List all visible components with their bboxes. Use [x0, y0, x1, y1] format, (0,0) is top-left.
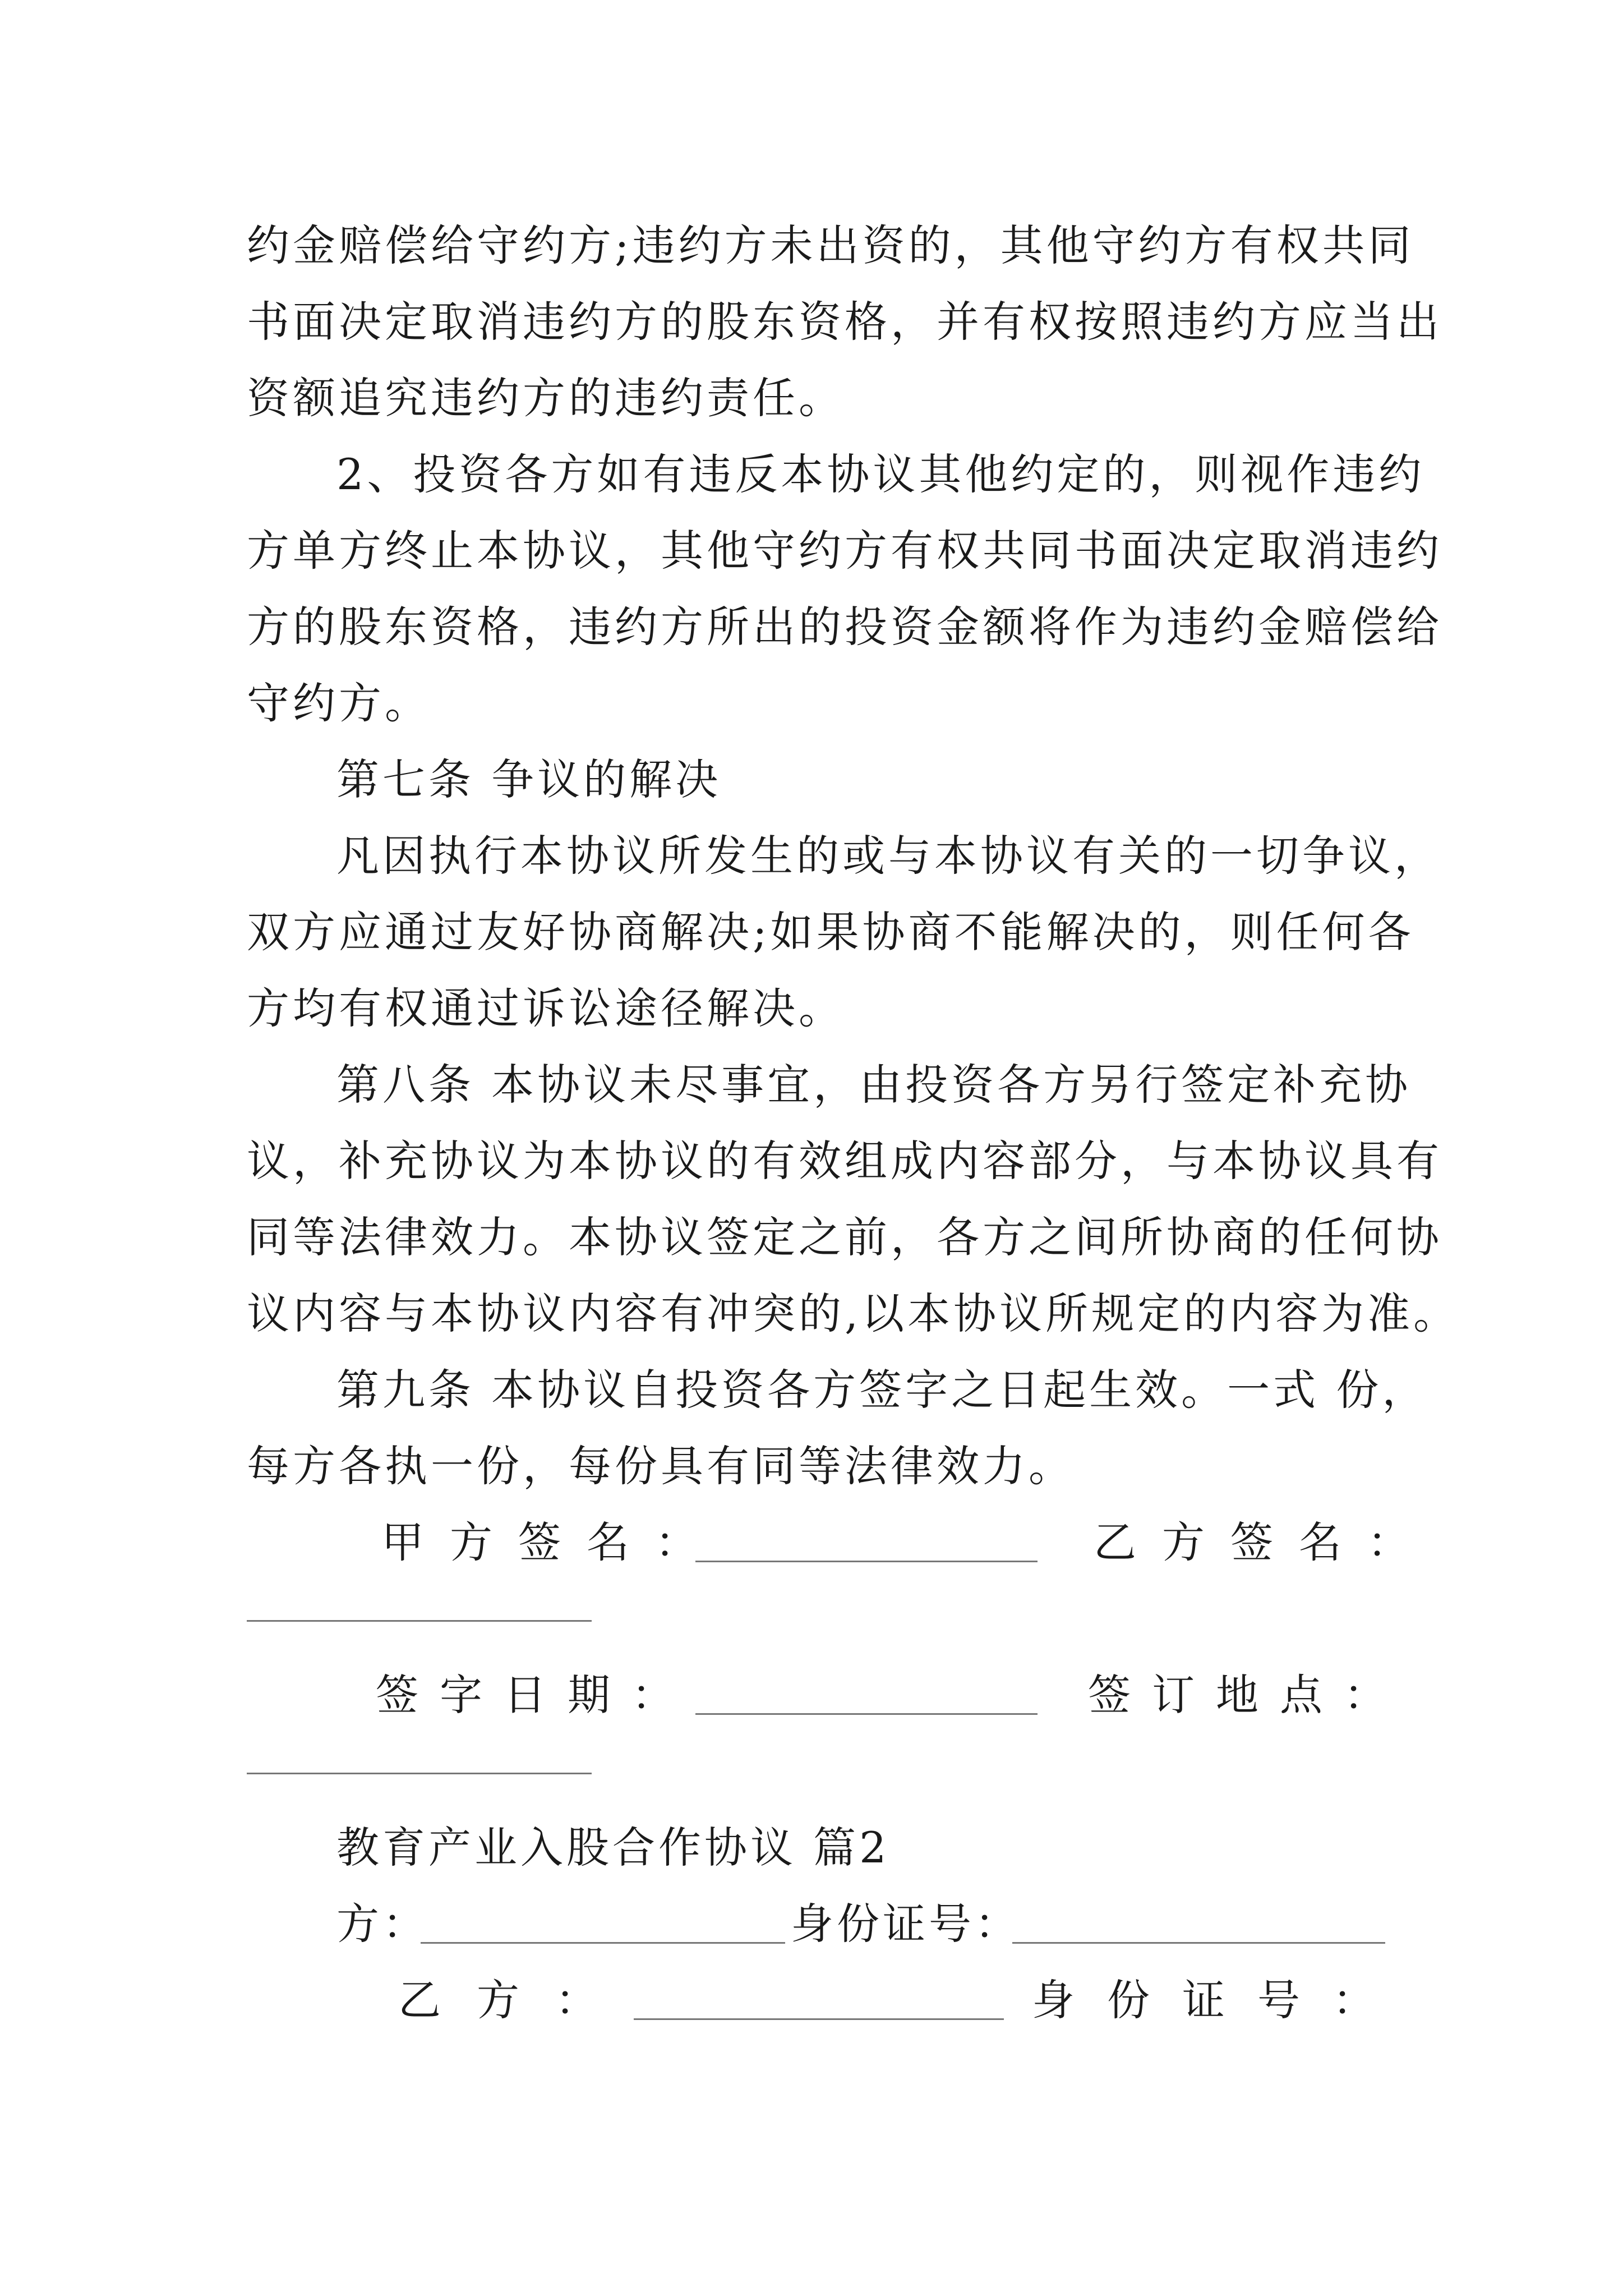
- paragraph-article-8: [247, 1047, 1460, 1352]
- party-b-signature-line[interactable]: [247, 1620, 592, 1622]
- section-2-party-b-label: 乙方：: [398, 1975, 634, 2025]
- text-line: 约 金 赔 偿 给 守 约 方 ; 违 约 方 未 出 资 的 ， 其 他 守 约 方 有 权 共 同: [247, 220, 1414, 270]
- paragraph-dispute: [247, 818, 1440, 1047]
- text-line: 书 面 决 定 取 消 违 约 方 的 股 东 资 格 ， 并 有 权 按 照 违 约 方 应 当 出: [247, 297, 1442, 347]
- text-line: 议，补充协议为本协议的有效组成内容部分，与本协议具有: [247, 1136, 1442, 1186]
- text-line: 双方应通过友好协商解决;如果协商不能解决的，则任何各: [247, 907, 1414, 957]
- section-2-party-b-row: [247, 1962, 1408, 2039]
- sign-date-line[interactable]: [695, 1713, 1038, 1715]
- text-line: 方的股东资格，违约方所出的投资金额将作为违约金赔偿给: [247, 602, 1442, 652]
- party-a-signature-label: 甲方签名：: [381, 1517, 723, 1567]
- text-line: 同等法律效力。本协议签定之前，各方之间所协商的任何协: [247, 1212, 1442, 1262]
- party-b-signature-label: 乙方签名：: [1094, 1517, 1436, 1567]
- text-line: 方均有权通过诉讼途径解决。: [247, 983, 845, 1033]
- paragraph-penalty-2: [247, 436, 1442, 742]
- section-2-party-label: 方：: [336, 1899, 428, 1949]
- section-2-title: 教育产业入股合作协议 篇2: [336, 1823, 890, 1872]
- section-2-party-row: [247, 1886, 1385, 1962]
- section-2-party-b-line[interactable]: [634, 2018, 1004, 2020]
- text-line: 第九条 本协议自投资各方签字之日起生效。一式 份，: [336, 1365, 1428, 1415]
- text-line: 议内容与本协议内容有冲突的,以本协议所规定的内容为准。: [247, 1289, 1460, 1338]
- text-line: 每方各执一份，每份具有同等法律效力。: [247, 1441, 1075, 1491]
- document-body: [247, 208, 1460, 2039]
- text-line: 凡因执行本协议所发生的或与本协议有关的一切争议，: [336, 831, 1440, 881]
- text-line: 资额追究违约方的违约责任。: [247, 373, 845, 423]
- signature-row-names-continued: [247, 1581, 1385, 1657]
- signature-row-date-place-continued: [247, 1733, 1385, 1810]
- section-2-id-label: 身份证号：: [791, 1899, 1021, 1949]
- paragraph-article-9: [247, 1352, 1428, 1504]
- paragraph-penalty-1: [247, 208, 1442, 436]
- signature-row-names: [247, 1504, 1436, 1581]
- text-line: 方单方终止本协议，其他守约方有权共同书面决定取消违约: [247, 526, 1442, 576]
- sign-date-label: 签字日期：: [376, 1670, 695, 1720]
- section-2-party-line[interactable]: [421, 1942, 785, 1944]
- sign-place-label: 签订地点：: [1088, 1670, 1408, 1720]
- signature-row-date-place: [247, 1657, 1408, 1733]
- sign-place-line[interactable]: [247, 1773, 592, 1774]
- article-7-heading: 第七条 争议的解决: [336, 754, 722, 804]
- party-a-signature-line[interactable]: [695, 1561, 1038, 1562]
- section-2-id-line[interactable]: [1012, 1942, 1385, 1944]
- text-line: 守约方。: [247, 678, 431, 728]
- text-line: 2、投资各方如有违反本协议其他约定的，则视作违约: [336, 449, 1425, 499]
- text-line: 第八条 本协议未尽事宜，由投资各方另行签定补充协: [336, 1060, 1412, 1110]
- section-2-party-b-id-label: 身份证号：: [1032, 1975, 1408, 2025]
